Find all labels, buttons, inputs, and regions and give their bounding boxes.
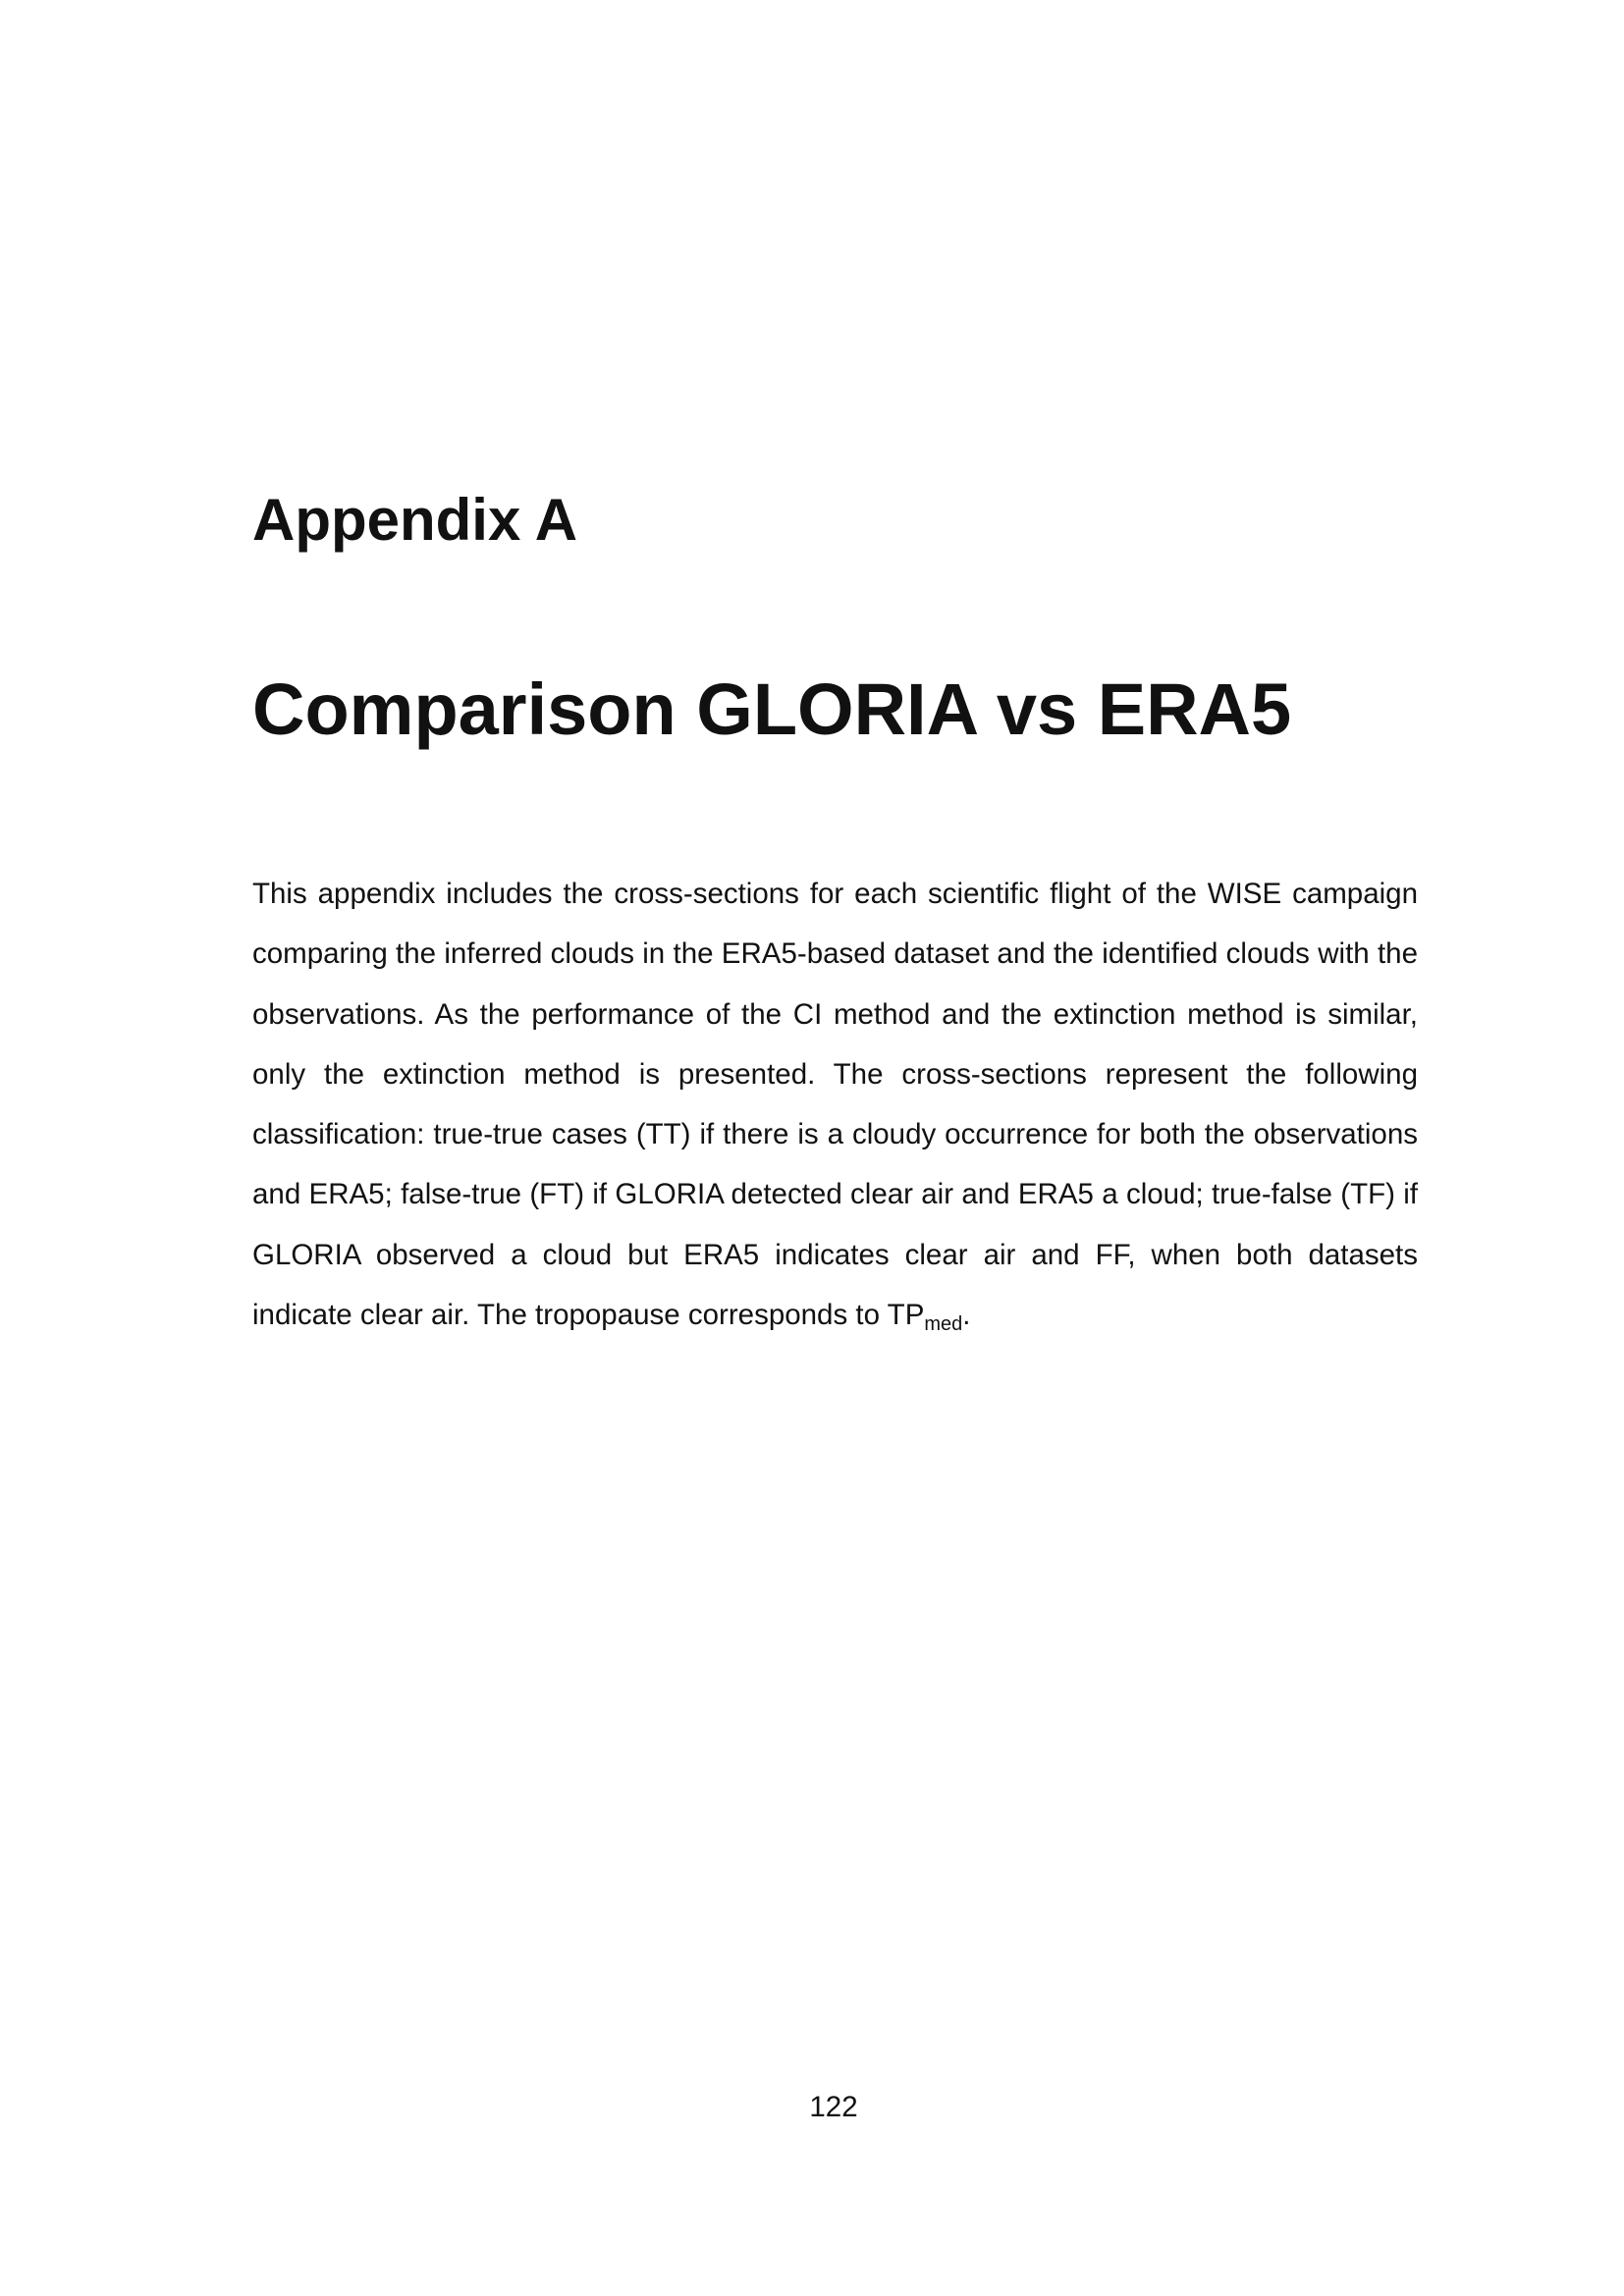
tropopause-subscript: med <box>924 1313 963 1336</box>
page-number: 122 <box>809 2091 858 2123</box>
paragraph-text: This appendix includes the cross-sections for each scientific flight of the WISE campaign comparing the inferred clouds in the ERA5-based dataset and the identified clouds with the observations. As the performance of the CI method and the extinction method is similar, only the extinction method is presented. The cross-sections represent the following classification: true-true cases (TT) if there is a cloudy occurrence for both the observations and ERA5; false-true (FT) if GLORIA detected clear air and ERA5 a cloud; true-false (TF) if GLORIA observed a cloud but ERA5 indicates clear air and FF, when both datasets indicate clear air. The tropopause corresponds to <box>252 878 1418 1332</box>
body-paragraph <box>252 864 1418 1345</box>
tropopause-symbol: TP <box>887 1299 925 1332</box>
chapter-title: Comparison GLORIA vs ERA5 <box>252 668 1292 750</box>
appendix-label: Appendix A <box>252 487 578 553</box>
paragraph-end: . <box>962 1299 971 1332</box>
